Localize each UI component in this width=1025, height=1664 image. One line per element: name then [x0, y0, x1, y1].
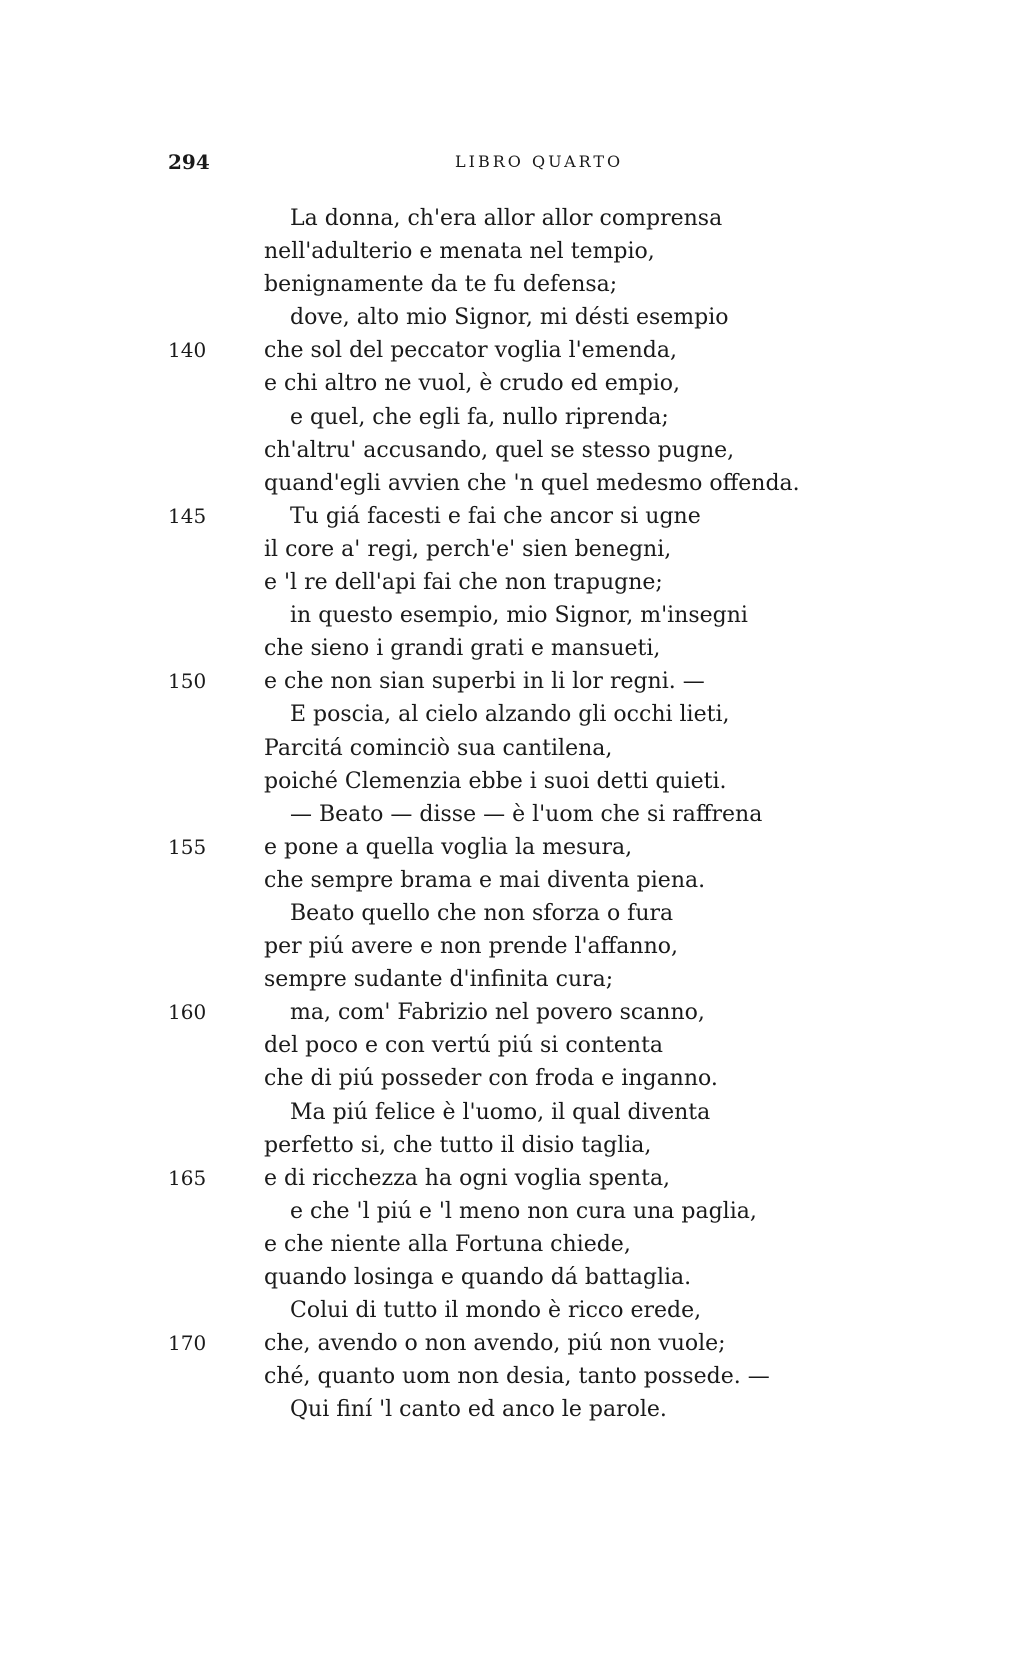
verse-line: [0, 1327, 1025, 1360]
verse-text: E poscia, al cielo alzando gli occhi lieti,: [290, 702, 730, 728]
verse-text: e quel, che egli fa, nullo riprenda;: [290, 404, 669, 430]
running-title: LIBRO QUARTO: [455, 152, 624, 171]
verse-text: quando losinga e quando dá battaglia.: [264, 1265, 692, 1290]
verse-text: del poco e con vertú piú si contenta: [264, 1033, 664, 1059]
verse-text: che sol del peccator voglia l'emenda,: [264, 338, 677, 364]
verse-line: [0, 467, 1025, 500]
verse-line: [0, 334, 1025, 367]
verse-text: poiché Clemenzia ebbe i suoi detti quieti.: [264, 768, 727, 794]
verse-text: Ma piú felice è l'uomo, il qual diventa: [290, 1099, 711, 1125]
verse-text: e pone a quella voglia la mesura,: [264, 834, 633, 860]
line-number: 155: [168, 834, 207, 859]
verse-line: [0, 798, 1025, 831]
verse-line: [0, 1228, 1025, 1261]
verse-line: [0, 864, 1025, 897]
verse-text: perfetto si, che tutto il disio taglia,: [264, 1132, 652, 1158]
verse-text: ch'altru' accusando, quel se stesso pugne,: [264, 437, 735, 463]
verse-line: [0, 1393, 1025, 1426]
verse-line: [0, 434, 1025, 467]
verse-line: [0, 831, 1025, 864]
verse-text: Parcitá cominciò sua cantilena,: [264, 735, 613, 761]
verse-text: ma, com' Fabrizio nel povero scanno,: [290, 1000, 705, 1026]
verse-line: [0, 665, 1025, 698]
verse-line: [0, 1062, 1025, 1095]
verse-text: nell'adulterio e menata nel tempio,: [264, 239, 655, 265]
verse-line: [0, 897, 1025, 930]
verse-line: [0, 367, 1025, 400]
verse-line: [0, 301, 1025, 334]
verse-text: che sieno i grandi grati e mansueti,: [264, 636, 661, 662]
page-number: 294: [168, 150, 210, 174]
verse-text: e 'l re dell'api fai che non trapugne;: [264, 570, 663, 596]
verse-line: [0, 599, 1025, 632]
poem-verses: [0, 202, 1025, 1426]
verse-text: e chi altro ne vuol, è crudo ed empio,: [264, 371, 681, 397]
verse-line: [0, 533, 1025, 566]
verse-text: in questo esempio, mio Signor, m'insegni: [290, 603, 748, 629]
verse-text: quand'egli avvien che 'n quel medesmo offenda.: [264, 470, 800, 496]
verse-line: [0, 202, 1025, 235]
verse-line: [0, 1294, 1025, 1327]
verse-text: Qui finí 'l canto ed anco le parole.: [290, 1397, 667, 1423]
verse-line: [0, 930, 1025, 963]
line-number: 140: [168, 338, 207, 363]
verse-text: Beato quello che non sforza o fura: [290, 900, 674, 926]
verse-line: [0, 632, 1025, 665]
verse-line: [0, 732, 1025, 765]
verse-line: [0, 1129, 1025, 1162]
verse-line: [0, 1029, 1025, 1062]
verse-text: sempre sudante d'infinita cura;: [264, 967, 614, 993]
verse-line: [0, 500, 1025, 533]
verse-text: La donna, ch'era allor allor comprensa: [290, 206, 723, 231]
verse-text: e di ricchezza ha ogni voglia spenta,: [264, 1165, 671, 1191]
verse-line: [0, 765, 1025, 798]
verse-text: benignamente da te fu defensa;: [264, 272, 618, 298]
verse-text: che di piú posseder con froda e inganno.: [264, 1066, 718, 1092]
line-number: 150: [168, 669, 207, 694]
line-number: 165: [168, 1165, 207, 1190]
verse-text: dove, alto mio Signor, mi désti esempio: [290, 305, 729, 331]
verse-text: che, avendo o non avendo, piú non vuole;: [264, 1331, 726, 1357]
verse-line: [0, 235, 1025, 268]
verse-text: Colui di tutto il mondo è ricco erede,: [290, 1298, 702, 1324]
verse-text: — Beato — disse — è l'uom che si raffrena: [290, 801, 763, 827]
verse-line: [0, 566, 1025, 599]
line-number: 145: [168, 503, 207, 528]
verse-text: ché, quanto uom non desia, tanto possede. —: [264, 1364, 770, 1390]
verse-text: il core a' regi, perch'e' sien benegni,: [264, 536, 672, 562]
verse-line: [0, 1096, 1025, 1129]
line-number: 160: [168, 1000, 207, 1025]
verse-text: e che niente alla Fortuna chiede,: [264, 1231, 631, 1257]
verse-text: per piú avere e non prende l'affanno,: [264, 934, 678, 960]
verse-text: Tu giá facesti e fai che ancor si ugne: [290, 503, 701, 529]
verse-text: e che 'l piú e 'l meno non cura una paglia,: [290, 1198, 757, 1224]
verse-line: [0, 1360, 1025, 1393]
verse-line: [0, 996, 1025, 1029]
line-number: 170: [168, 1331, 207, 1356]
verse-line: [0, 1261, 1025, 1294]
verse-line: [0, 963, 1025, 996]
verse-text: che sempre brama e mai diventa piena.: [264, 867, 706, 893]
verse-line: [0, 698, 1025, 731]
verse-line: [0, 268, 1025, 301]
verse-line: [0, 1162, 1025, 1195]
verse-text: e che non sian superbi in li lor regni. —: [264, 669, 705, 695]
verse-line: [0, 401, 1025, 434]
verse-line: [0, 1195, 1025, 1228]
